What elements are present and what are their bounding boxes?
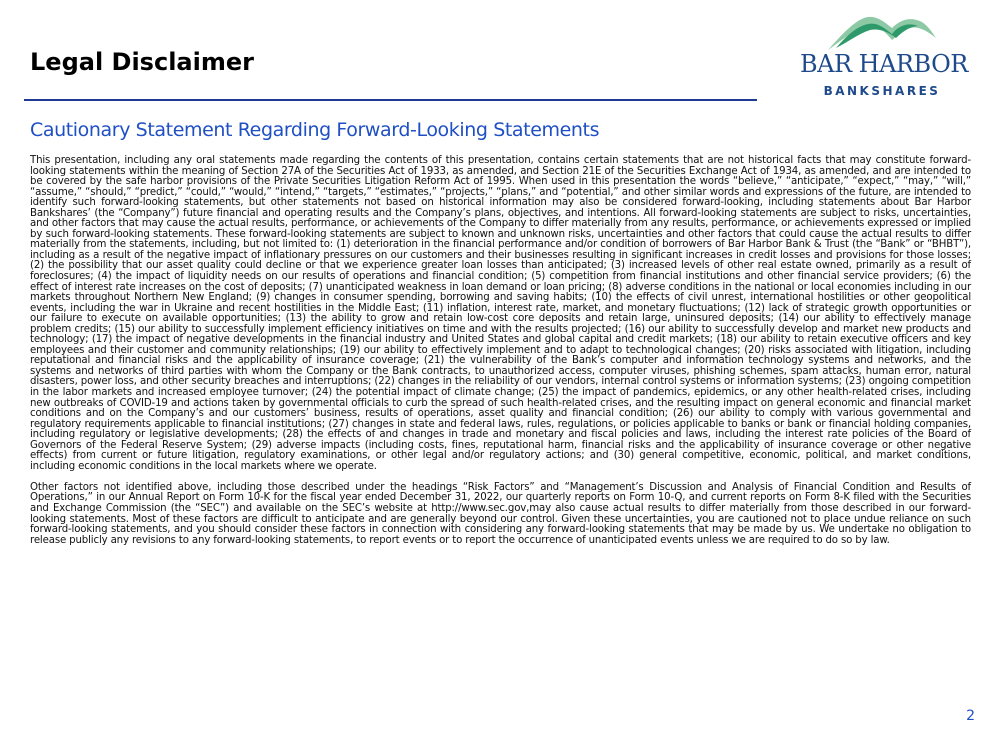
disclaimer-paragraph: This presentation, including any oral statements made regarding the contents of this presentation, contains certain statements that are not historical facts that may constitute forward-looking statements within the meaning of Section 27A of the Securities Act of 1933, as amended, and Section 21E of the Securities Exchange Act of 1934, as amended, and are intended to be covered by the safe harbor provisions of the Private Securities Litigation Reform Act of 1995. When used in this presentation the words “believe,” “anticipate,” “expect,” “may,” “will,” “assume,” “should,” “predict,” “could,” “would,” “intend,” “targets,” “estimates,” “projects,” “plans,” and “potential,” and other similar words and expressions of the future, are intended to identify such forward-looking statements, but other statements not based on historical information may also be considered forward-looking, including statements about Bar Harbor Bankshares’ (the “Company”) future financial and operating results and the Company’s plans, objectives, and intentions. All forward-looking statements are subject to risks, uncertainties, and other factors that may cause the actual results, performance, or achievements of the Company to differ materially from any results, performance, or achievements expressed or implied by such forward-looking statements. These forward-looking statements are subject to known and unknown risks, uncertainties and other factors that could cause the actual results to differ materially from the statements, including, but not limited to: (1) deterioration in the financial performance and/or condition of borrowers of Bar Harbor Bank & Trust (the “Bank” or “BHBT”), including as a result of the negative impact of inflationary pressures on our customers and their businesses resulting in significant increases in credit losses and provisions for those losses; (2) the possibility that our asset quality could decline or that we experience greater loan losses than anticipated; (3) increased levels of other real estate owned, primarily as a result of foreclosures; (4) the impact of liquidity needs on our results of operations and financial condition; (5) competition from financial institutions and other financial service providers; (6) the effect of interest rate increases on the cost of deposits; (7) unanticipated weakness in loan demand or loan pricing; (8) adverse conditions in the national or local economies including in our markets throughout Northern New England; (9) changes in consumer spending, borrowing and saving habits; (10) the effects of civil unrest, international hostilities or other geopolitical events, including the war in Ukraine and recent hostilities in the Middle East; (11) inflation, interest rate, market, and monetary fluctuations; (12) lack of strategic growth opportunities or our failure to execute on available opportunities; (13) the ability to grow and retain low-cost core deposits and retain large, uninsured deposits; (14) our ability to effectively manage problem credits; (15) our ability to successfully implement efficiency initiatives on time and with the results projected; (16) our ability to successfully develop and market new products and technology; (17) the impact of negative developments in the financial industry and United States and global capital and credit markets; (18) our ability to retain executive officers and key employees and their customer and community relationships; (19) our ability to effectively implement and to adapt to technological changes; (20) risks associated with litigation, including reputational and financial risks and the applicability of insurance coverage; (21) the vulnerability of the Bank’s computer and information technology systems and networks, and the systems and networks of third parties with whom the Company or the Bank contracts, to unauthorized access, computer viruses, phishing schemes, spam attacks, human error, natural disasters, power loss, and other security breaches and interruptions; (22) changes in the reliability of our vendors, internal control systems or information systems; (23) ongoing competition in the labor markets and increased employee turnover; (24) the potential impact of climate change; (25) the impact of pandemics, epidemics, or any other health-related crises, including new outbreaks of COVID-19 and actions taken by governmental officials to curb the spread of such health-related crises, and the resulting impact on general economic and financial market conditions and on the Company’s and our customers’ business, results of operations, asset quality and financial condition; (26) our ability to comply with various governmental and regulatory requirements applicable to financial institutions; (27) changes in state and federal laws, rules, regulations, or policies applicable to banks or bank or financial holding companies, including regulatory or legislative developments; (28) the effects of and changes in trade and monetary and fiscal policies and laws, including the interest rate policies of the Board of Governors of the Federal Reserve System; (29) adverse impacts (including costs, fines, reputational harm, financial risks and the applicability of insurance coverage or other negative effects) from current or future litigation, regulatory examinations, or other legal and/or regulatory actions; and (30) general competitive, economic, political, and market conditions, including economic conditions in the local markets where we operate.	[30, 155, 971, 472]
mountain-logo-icon	[826, 12, 938, 52]
page-title: Legal Disclaimer	[30, 48, 254, 76]
disclaimer-body	[30, 156, 971, 546]
page-number: 2	[966, 708, 975, 724]
title-divider	[24, 99, 757, 101]
bar-harbor-bankshares-logo	[800, 12, 968, 98]
logo-subtitle: BANKSHARES	[823, 84, 941, 98]
section-heading: Cautionary Statement Regarding Forward-Looking Statements	[30, 119, 600, 141]
logo-name: BAR HARBOR	[800, 50, 968, 78]
disclaimer-paragraph: Other factors not identified above, including those described under the headings “Risk Factors” and “Management’s Discussion and Analysis of Financial Condition and Results of Operations,” in our Annual Report on Form 10-K for the fiscal year ended December 31, 2022, our quarterly reports on Form 10-Q, and current reports on Form 8-K filed with the Securities and Exchange Commission (the “SEC”) and available on the SEC’s website at http://www.sec.gov,may also cause actual results to differ materially from those described in our forward-looking statements. Most of these factors are difficult to anticipate and are generally beyond our control. Given these uncertainties, you are cautioned not to place undue reliance on such forward-looking statements, and you should consider these factors in connection with considering any forward-looking statements that may be made by us. We undertake no obligation to release publicly any revisions to any forward-looking statements, to report events or to report the occurrence of unanticipated events unless we are required to do so by law.	[30, 481, 971, 546]
